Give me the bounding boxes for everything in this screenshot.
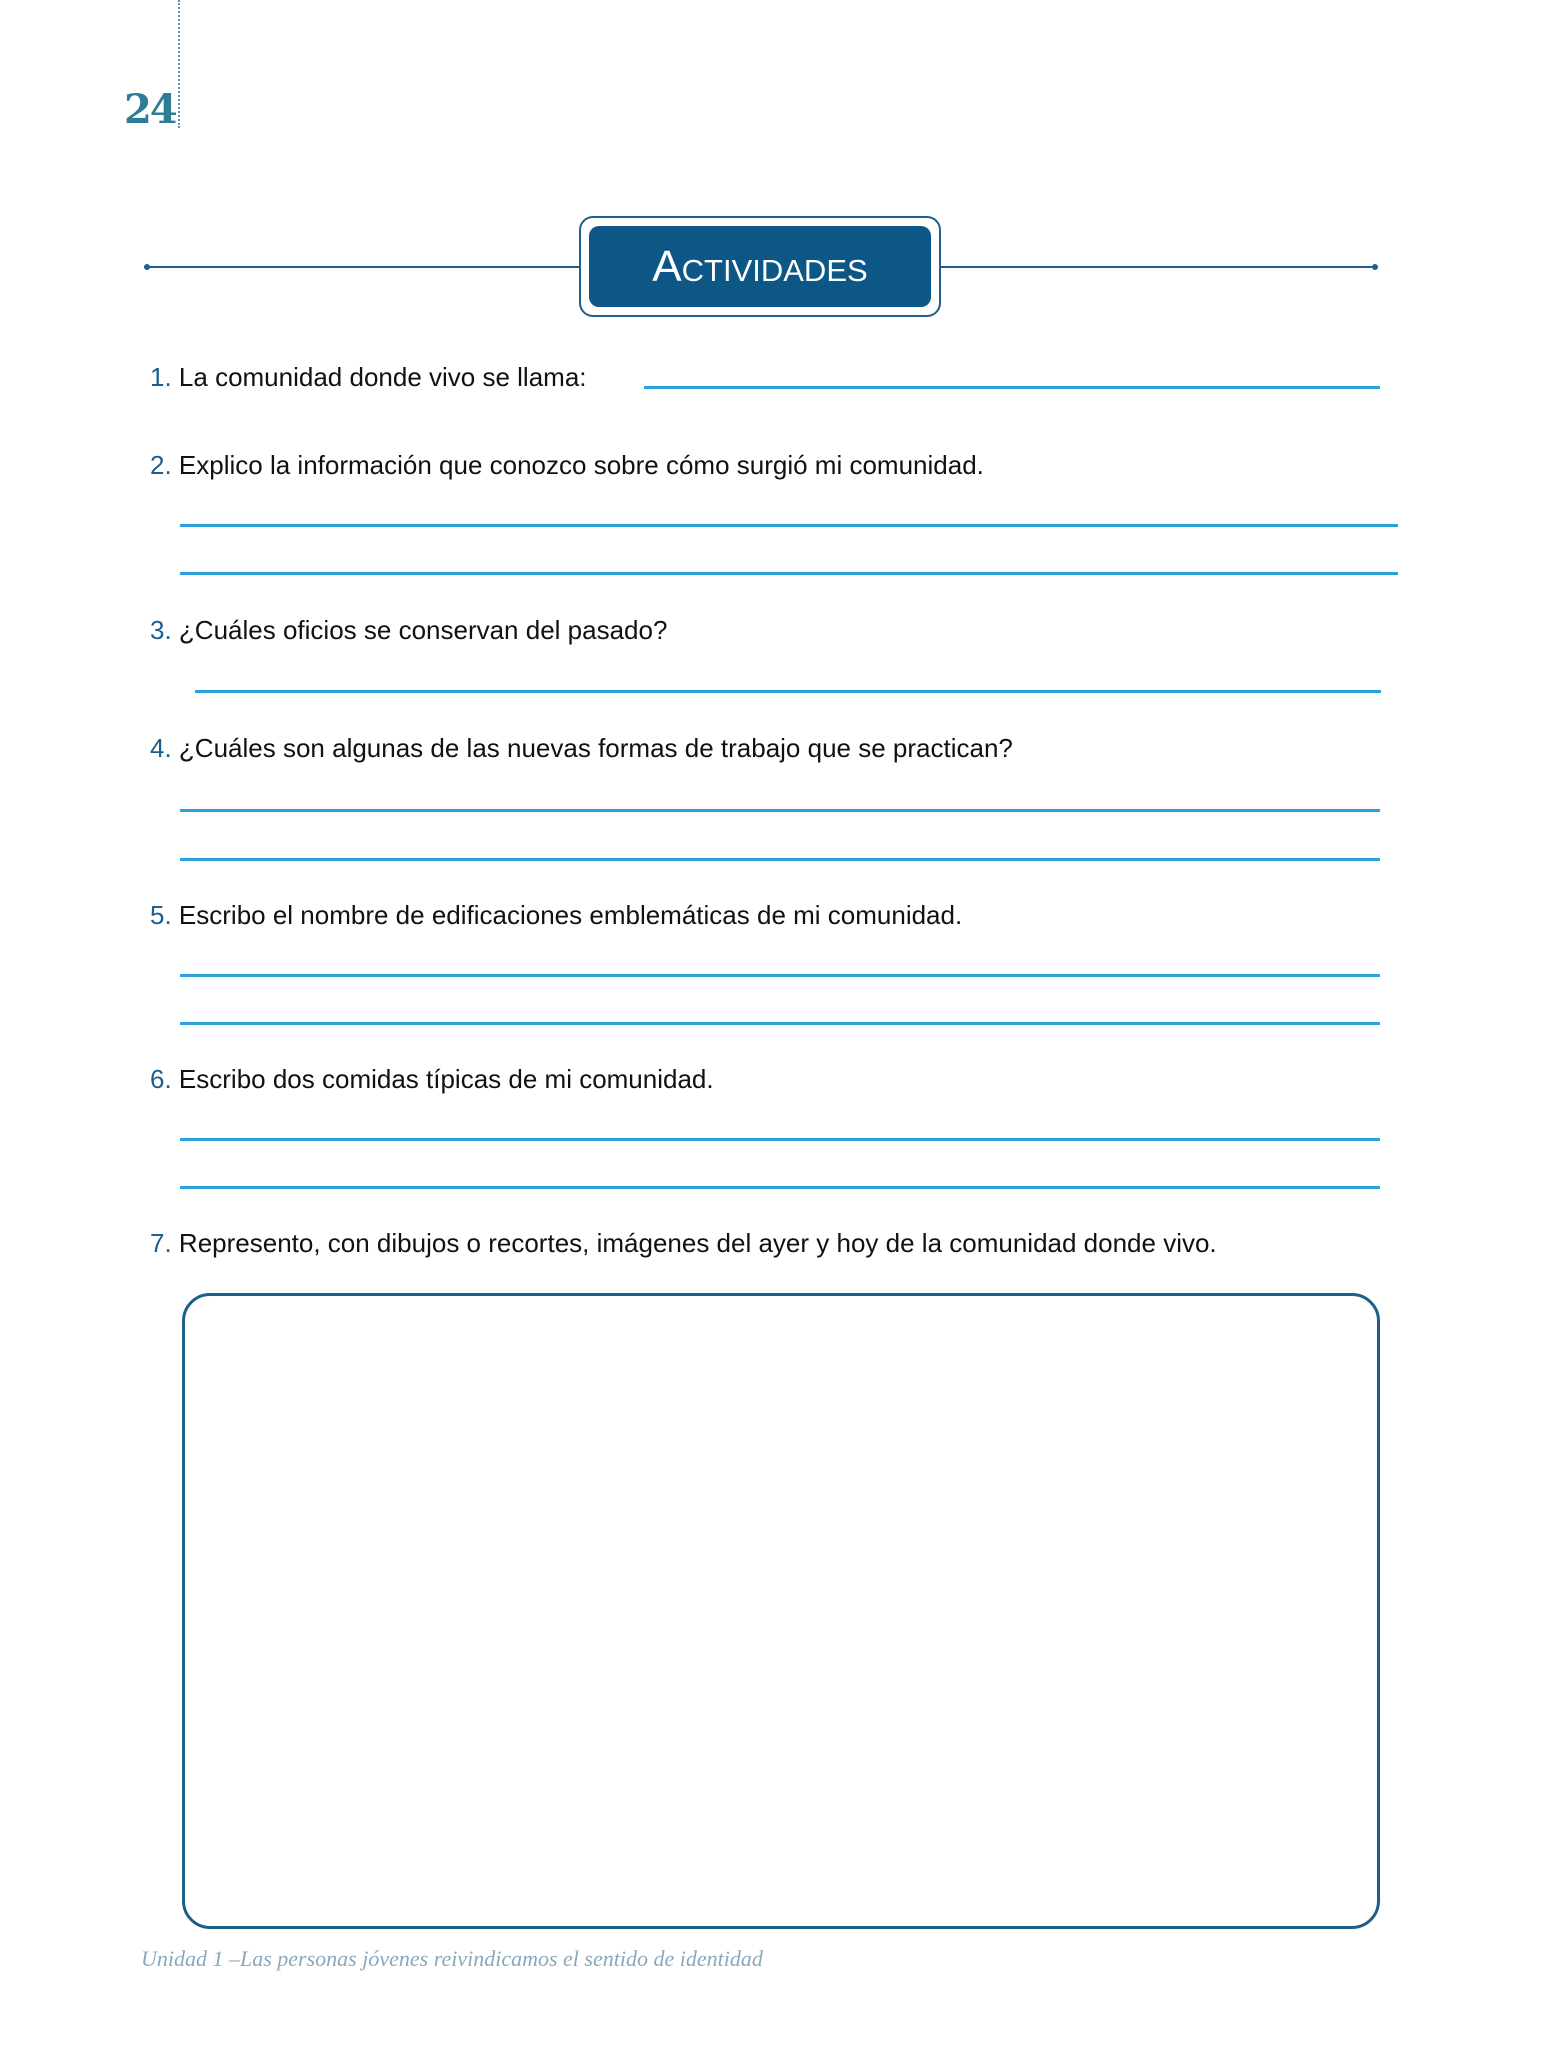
question-text: La comunidad donde vivo se llama: — [178, 362, 587, 392]
section-title-badge — [579, 216, 941, 317]
answer-line-2a[interactable] — [180, 524, 1398, 527]
question-6 — [150, 1064, 714, 1095]
answer-line-4b[interactable] — [180, 858, 1380, 861]
drawing-area[interactable] — [182, 1293, 1380, 1929]
page-number: 24 — [124, 86, 176, 133]
answer-line-6a[interactable] — [180, 1138, 1380, 1141]
header-line-dot-right — [1372, 264, 1378, 270]
question-number: 5. — [150, 900, 172, 930]
question-number: 2. — [150, 450, 172, 480]
answer-line-1[interactable] — [644, 386, 1380, 389]
question-4 — [150, 733, 1013, 764]
question-number: 6. — [150, 1064, 172, 1094]
answer-line-4a[interactable] — [180, 809, 1380, 812]
margin-dotted-rule — [178, 0, 180, 128]
answer-line-6b[interactable] — [180, 1186, 1380, 1189]
question-5 — [150, 900, 962, 931]
header-line-left — [147, 266, 579, 268]
question-text: ¿Cuáles oficios se conservan del pasado? — [178, 615, 668, 645]
question-number: 4. — [150, 733, 172, 763]
question-7 — [150, 1228, 1217, 1259]
section-title: Actividades — [589, 226, 931, 307]
question-3 — [150, 615, 667, 646]
question-text: Escribo el nombre de edificaciones emblemáticas de mi comunidad. — [178, 900, 963, 930]
question-text: Represento, con dibujos o recortes, imágenes del ayer y hoy de la comunidad donde vivo. — [178, 1228, 1217, 1258]
question-1 — [150, 362, 587, 393]
answer-line-2b[interactable] — [180, 572, 1398, 575]
answer-line-3[interactable] — [195, 690, 1381, 693]
question-number: 1. — [150, 362, 172, 392]
footer-unit-title: Unidad 1 –Las personas jóvenes reivindicamos el sentido de identidad — [141, 1946, 763, 1971]
answer-line-5b[interactable] — [180, 1022, 1380, 1025]
header-line-right — [941, 266, 1372, 268]
question-text: Explico la información que conozco sobre cómo surgió mi comunidad. — [178, 450, 984, 480]
question-text: Escribo dos comidas típicas de mi comunidad. — [178, 1064, 714, 1094]
question-2 — [150, 450, 984, 481]
question-number: 3. — [150, 615, 172, 645]
question-text: ¿Cuáles son algunas de las nuevas formas de trabajo que se practican? — [178, 733, 1013, 763]
answer-line-5a[interactable] — [180, 974, 1380, 977]
question-number: 7. — [150, 1228, 172, 1258]
